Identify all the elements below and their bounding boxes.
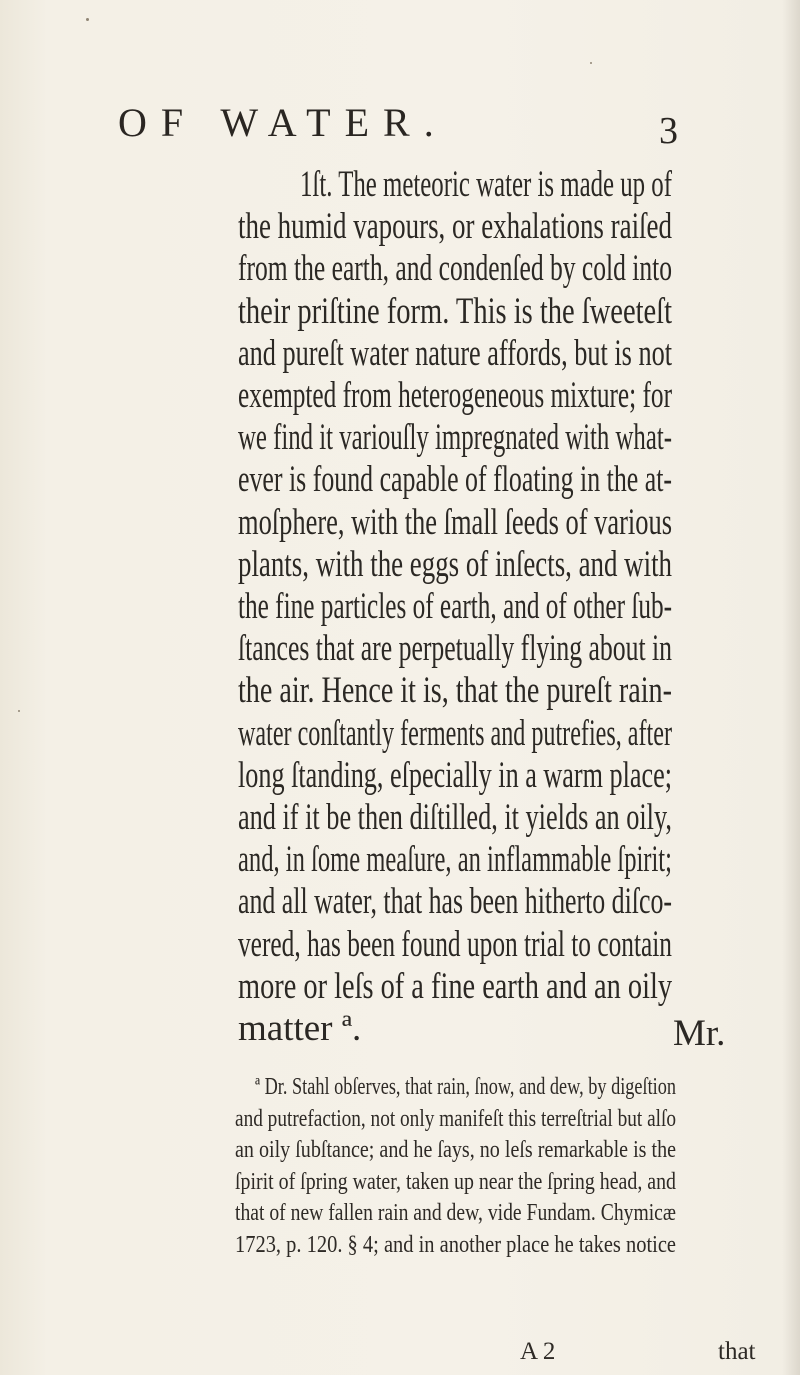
- text-line: matter ª.: [238, 1008, 362, 1049]
- text-line: the fine particles of earth, and of other ſub-: [238, 586, 673, 627]
- text-line: we find it variouſly impregnated with what-: [238, 417, 672, 459]
- text-line: their priſtine form. This is the ſweeteſt: [238, 290, 673, 332]
- footnote-line: 1723, p. 120. § 4; and in another place he takes notice: [235, 1230, 677, 1258]
- footnote-line: an oily ſubſtance; and he ſays, no leſs remarkable is the: [235, 1136, 677, 1163]
- text-line: plants, with the eggs of inſects, and with: [238, 543, 672, 585]
- text-line: and if it be then diſtilled, it yields an oily,: [238, 797, 672, 838]
- text-line: exempted from heterogeneous mixture; for: [238, 375, 672, 416]
- text-line: from the earth, and condenſed by cold into: [238, 248, 673, 290]
- text-line: and pureſt water nature affords, but is not: [238, 332, 673, 374]
- text-line: the humid vapours, or exhalations raiſed: [238, 206, 672, 248]
- signature-mark: A 2: [520, 1338, 556, 1365]
- footnote-line: ſpirit of ſpring water, taken up near the ſpring head, and: [235, 1167, 676, 1195]
- footnote-line: and putrefaction, not only manifeſt this terreſtrial but alſo: [235, 1104, 677, 1132]
- footnote-catchword: that: [718, 1338, 756, 1365]
- page-edge-shadow: [782, 0, 800, 1375]
- body-catchword: Mr.: [673, 1013, 726, 1054]
- text-line: vered, has been found upon trial to contain: [238, 923, 672, 965]
- text-line: ſtances that are perpetually flying about in: [238, 628, 673, 670]
- text-line: ever is found capable of floating in the at-: [238, 459, 673, 501]
- text-line: 1ſt. The meteoric water is made up of: [300, 164, 672, 205]
- paper-speck: [18, 710, 20, 712]
- text-line: and all water, that has been hitherto diſco-: [238, 881, 672, 923]
- text-line: and, in ſome meaſure, an inflammable ſpirit;: [238, 839, 672, 881]
- page-number: 3: [659, 110, 678, 152]
- running-title: OF WATER.: [118, 100, 448, 145]
- text-line: long ſtanding, eſpecially in a warm place;: [238, 754, 673, 796]
- page-header: [118, 98, 678, 152]
- footnote-line: that of new fallen rain and dew, vide Fundam. Chymicæ: [235, 1199, 677, 1226]
- text-line: moſphere, with the ſmall ſeeds of various: [238, 501, 673, 543]
- text-line: water conſtantly ferments and putrefies, after: [238, 712, 672, 754]
- paper-speck: [86, 18, 89, 21]
- text-line: the air. Hence it is, that the pureſt rain-: [238, 670, 672, 712]
- text-line: more or leſs of a fine earth and an oily: [238, 965, 673, 1007]
- paper-speck: [590, 62, 592, 64]
- footnote-line: ª Dr. Stahl obſerves, that rain, ſnow, and dew, by digeſtion: [255, 1073, 676, 1100]
